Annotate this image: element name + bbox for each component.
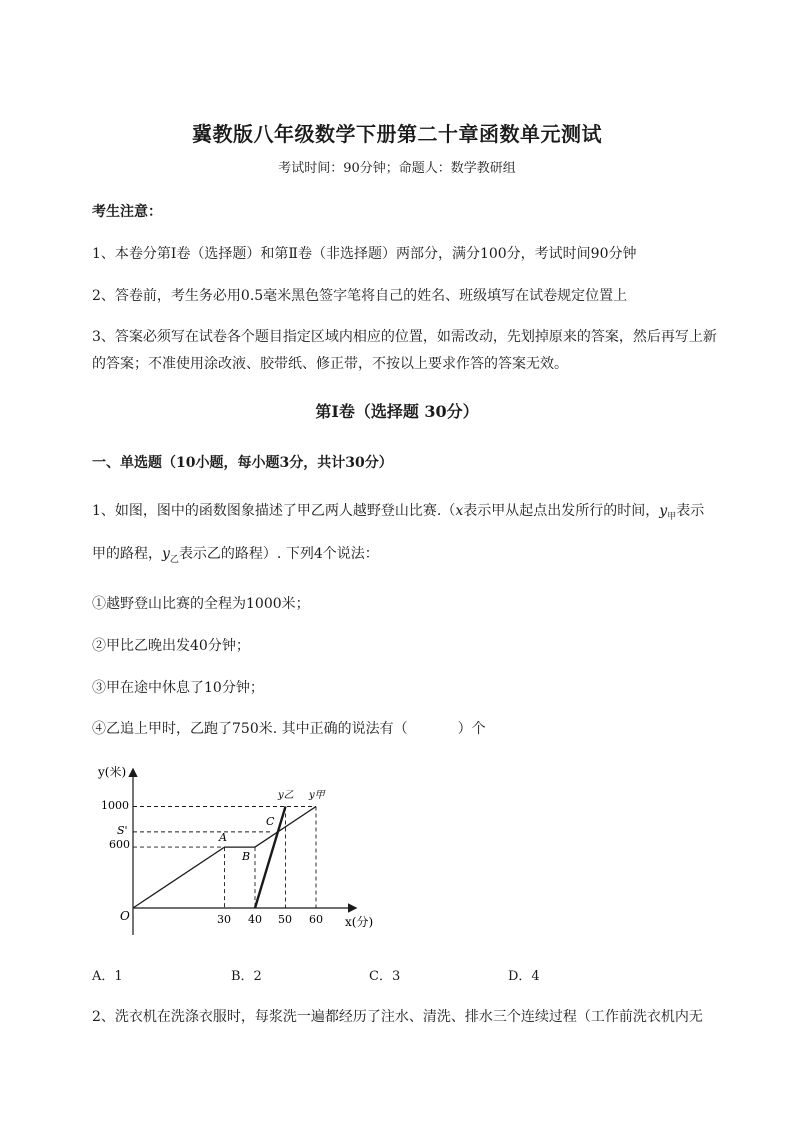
- x-axis-label: x(分): [345, 915, 374, 929]
- q1-text-e: 表示乙的路程）. 下列4个说法：: [178, 546, 379, 562]
- x-tick-30: 30: [217, 913, 231, 926]
- x-tick-40: 40: [248, 913, 262, 926]
- page-subtitle: 考试时间：90分钟；命题人：数学教研组: [278, 161, 516, 176]
- notice-item-2: 2、答卷前，考生务必用0.5毫米黑色签字笔将自己的姓名、班级填写在试卷规定位置上: [92, 288, 628, 304]
- y-variable: y: [659, 503, 668, 519]
- q1-text-c: 表示: [676, 503, 705, 519]
- guide-lines: [133, 807, 316, 909]
- part-heading: 一、单选题（10小题，每小题3分，共计30分）: [92, 455, 393, 471]
- subscript-yi: 乙: [169, 554, 179, 565]
- series-label-yi: y乙: [278, 790, 294, 801]
- point-b-label: B: [242, 850, 251, 863]
- subscript-jia: 甲: [667, 511, 677, 522]
- origin-label: O: [120, 909, 130, 923]
- q1-text-b: 表示甲从起点出发所行的时间，: [463, 503, 660, 519]
- statement-3: ③甲在途中休息了10分钟；: [92, 680, 264, 696]
- statement-4-end: ）个: [457, 721, 486, 737]
- x-tick-50: 50: [278, 913, 292, 926]
- option-c[interactable]: C．3: [369, 969, 401, 984]
- notice-item-3: 3、答案必须写在试卷各个题目指定区域内相应的位置，如需改动，先划掉原来的答案，然后再写上新: [92, 329, 717, 345]
- statement-1: ①越野登山比赛的全程为1000米；: [92, 596, 310, 612]
- y-tick-600: 600: [109, 838, 130, 851]
- x-tick-60: 60: [309, 913, 323, 926]
- y-variable: y: [162, 546, 170, 562]
- option-a[interactable]: A．1: [92, 969, 123, 984]
- notice-heading: 考生注意：: [92, 204, 162, 220]
- y-tick-s-prime: S': [117, 824, 128, 837]
- question-2-line-1: 2、洗衣机在洗涤衣服时，每浆洗一遍都经历了注水、清洗、排水三个连续过程（工作前洗衣机内无: [92, 1009, 703, 1025]
- q1-text-a: 1、如图，图中的函数图象描述了甲乙两人越野登山比赛.（: [92, 503, 456, 519]
- statement-4-text: ④乙追上甲时，乙跑了750米. 其中正确的说法有（: [92, 721, 408, 737]
- series-label-jia: y甲: [309, 790, 325, 801]
- point-a-label: A: [219, 831, 227, 844]
- notice-item-1: 1、本卷分第I卷（选择题）和第Ⅱ卷（非选择题）两部分，满分100分，考试时间90分钟: [92, 246, 637, 262]
- point-c-label: C: [266, 815, 275, 828]
- page-title: 冀教版八年级数学下册第二十章函数单元测试: [192, 122, 602, 146]
- statement-2: ②甲比乙晚出发40分钟；: [92, 638, 250, 654]
- notice-item-3-cont: 的答案；不准使用涂改液、胶带纸、修正带，不按以上要求作答的答案无效。: [92, 356, 568, 372]
- section-title: 第I卷（选择题 30分）: [315, 402, 479, 421]
- option-d[interactable]: D．4: [508, 969, 540, 984]
- q1-text-d: 甲的路程，: [92, 546, 162, 562]
- y-axis-label: y(米): [98, 765, 127, 779]
- y-tick-1000: 1000: [101, 799, 129, 812]
- x-variable: x: [455, 503, 464, 519]
- option-b[interactable]: B．2: [231, 969, 262, 984]
